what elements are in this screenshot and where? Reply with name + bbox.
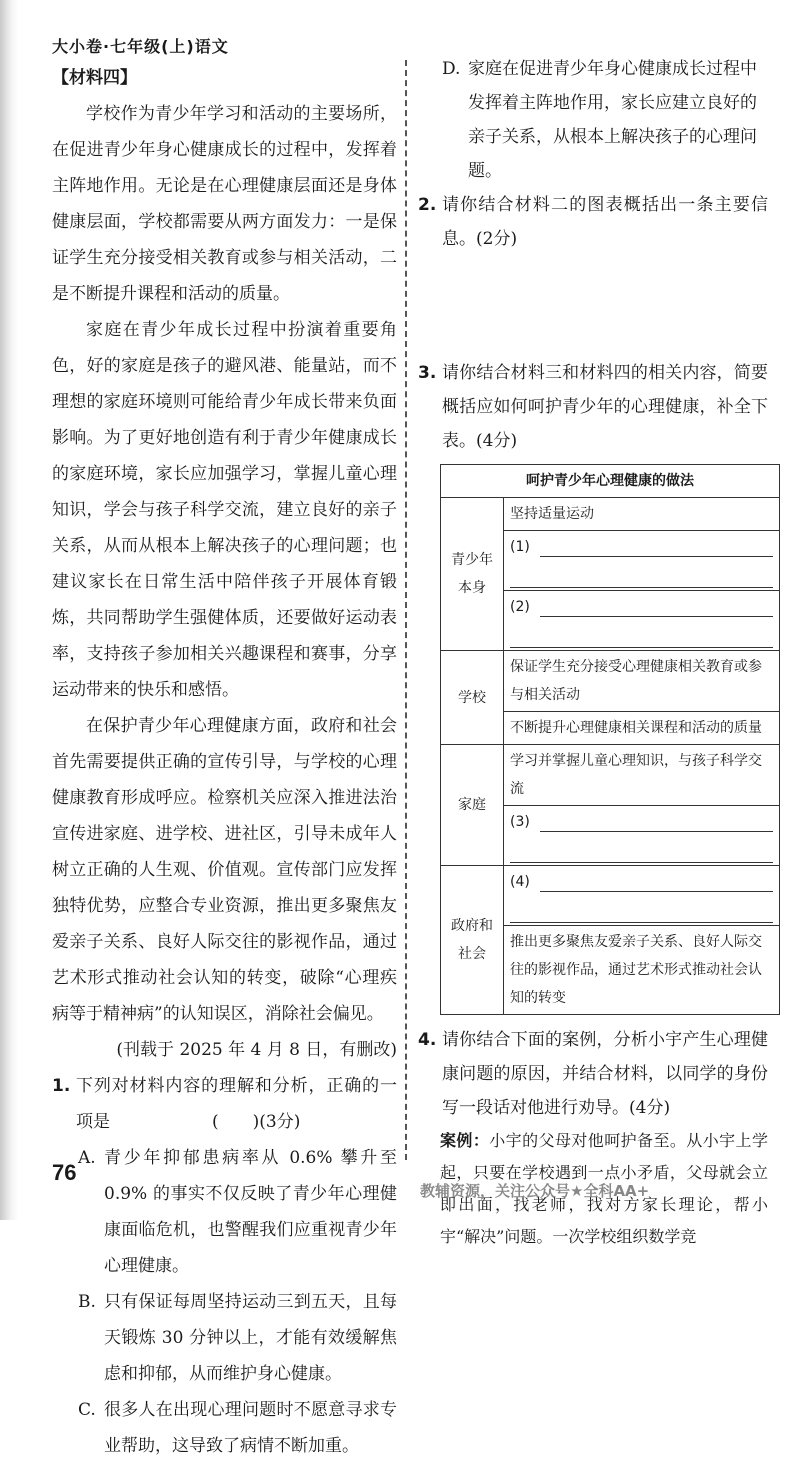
youth-blank-2[interactable]: [504, 591, 780, 651]
question-4-number: 4.: [418, 1030, 437, 1050]
question-3-text: 请你结合材料三和材料四的相关内容，简要概括应如何呵护青少年的心理健康，补全下表。(4分): [442, 363, 768, 451]
question-4: [418, 1023, 768, 1125]
running-header: 大小卷·七年级(上)语文: [52, 37, 229, 56]
left-column: [52, 60, 397, 1464]
family-blank-3[interactable]: [504, 806, 780, 866]
question-1-number: 1.: [52, 1076, 71, 1096]
question-1-option-c[interactable]: [52, 1392, 397, 1464]
youth-item: 坚持适量运动: [504, 498, 780, 531]
care-practices-table: [440, 464, 780, 1015]
question-2-answer-area[interactable]: [418, 256, 768, 356]
right-column: [418, 52, 768, 1253]
blank-2-label: (2): [510, 599, 530, 615]
row-label-youth: 青少年本身: [441, 498, 504, 651]
option-d-label: D.: [442, 59, 461, 79]
question-2-number: 2.: [418, 195, 437, 215]
option-d-text: 家庭在促进青少年身心健康成长过程中发挥着主阵地作用，家长应建立良好的亲子关系，从根本上解决孩子的心理问题。: [468, 59, 757, 181]
footer-watermark: 教辅资源，关注公众号★全科AA+: [420, 1182, 650, 1200]
option-c-label: C.: [78, 1400, 96, 1420]
gov-blank-4[interactable]: [504, 866, 780, 926]
case-label: 案例：: [440, 1131, 490, 1150]
question-1-text: 下列对材料内容的理解和分析，正确的一项是 ( )(3分): [76, 1076, 397, 1132]
question-2: [418, 188, 768, 256]
option-a-label: A.: [78, 1148, 96, 1168]
question-3: [418, 356, 768, 458]
material4-paragraph-3: 在保护青少年心理健康方面，政府和社会首先需要提供正确的宣传引导，与学校的心理健康教育形成呼应。检察机关应深入推进法治宣传进家庭、进学校、进社区，引导未成年人树立正确的人生观、价值观。宣传部门应发挥独特优势，应整合专业资源，推出更多聚焦友爱亲子关系、良好人际交往的影视作品，通过艺术形式推动社会认知的转变，破除“心理疾病等于精神病”的认知误区，消除社会偏见。: [52, 716, 397, 1024]
blank-1-label: (1): [510, 539, 530, 555]
question-1-option-b[interactable]: [52, 1284, 397, 1392]
blank-4-label: (4): [510, 874, 530, 890]
school-item-2: 不断提升心理健康相关课程和活动的质量: [504, 712, 780, 745]
table-header: 呵护青少年心理健康的做法: [441, 465, 780, 498]
blank-3-label: (3): [510, 814, 530, 830]
page-edge-shadow: [0, 0, 18, 1220]
question-4-text: 请你结合下面的案例，分析小宇产生心理健康问题的原因，并结合材料，以同学的身份写一段话对他进行劝导。(4分): [442, 1030, 768, 1118]
material4-paragraph-2: 家庭在青少年成长过程中扮演着重要角色，好的家庭是孩子的避风港、能量站，而不理想的家庭环境则可能给青少年成长带来负面影响。为了更好地创造有利于青少年健康成长的家庭环境，家长应加强学习，掌握儿童心理知识，学会与孩子科学交流，建立良好的亲子关系，从而从根本上解决孩子的心理问题；也建议家长在日常生活中陪伴孩子开展体育锻炼，共同帮助学生强健体质，还要做好运动表率，支持孩子参加相关兴趣课程和赛事，分享运动带来的快乐和感悟。: [52, 320, 397, 700]
case-body: 小宇的父母对他呵护备至。从小宇上学起，只要在学校遇到一点小矛盾，父母就会立即出面，找老师，找对方家长理论，帮小宇“解决”问题。一次学校组织数学竞: [440, 1131, 768, 1246]
option-c-text: 很多人在出现心理问题时不愿意寻求专业帮助，这导致了病情不断加重。: [104, 1400, 397, 1456]
row-label-school: 学校: [441, 651, 504, 745]
question-1-option-a[interactable]: [52, 1140, 397, 1284]
row-label-family: 家庭: [441, 745, 504, 866]
page-number: 76: [52, 1160, 77, 1185]
material4-title: 【材料四】: [52, 68, 137, 88]
school-item-1: 保证学生充分接受心理健康相关教育或参与相关活动: [504, 651, 780, 712]
material4-source: (刊载于 2025 年 4 月 8 日，有删改): [116, 1040, 397, 1060]
question-1-option-d[interactable]: [418, 52, 768, 188]
column-divider: [405, 60, 407, 1160]
family-item: 学习并掌握儿童心理知识，与孩子科学交流: [504, 745, 780, 806]
question-1: [52, 1068, 397, 1140]
question-2-text: 请你结合材料二的图表概括出一条主要信息。(2分): [442, 195, 768, 249]
option-b-label: B.: [78, 1292, 96, 1312]
gov-item: 推出更多聚焦友爱亲子关系、良好人际交往的影视作品，通过艺术形式推动社会认知的转变: [504, 926, 780, 1015]
material4-paragraph-1: 学校作为青少年学习和活动的主要场所，在促进青少年身心健康成长的过程中，发挥着主阵地作用。无论是在心理健康层面还是身体健康层面，学校都需要从两方面发力：一是保证学生充分接受相关教育或参与相关活动，二是不断提升课程和活动的质量。: [52, 104, 397, 304]
option-b-text: 只有保证每周坚持运动三到五天，且每天锻炼 30 分钟以上，才能有效缓解焦虑和抑郁，从而维护身心健康。: [104, 1292, 397, 1384]
youth-blank-1[interactable]: [504, 531, 780, 591]
question-3-number: 3.: [418, 363, 437, 383]
option-a-text: 青少年抑郁患病率从 0.6% 攀升至 0.9% 的事实不仅反映了青少年心理健康面临危机，也警醒我们应重视青少年心理健康。: [104, 1148, 397, 1276]
row-label-government: 政府和社会: [441, 866, 504, 1015]
